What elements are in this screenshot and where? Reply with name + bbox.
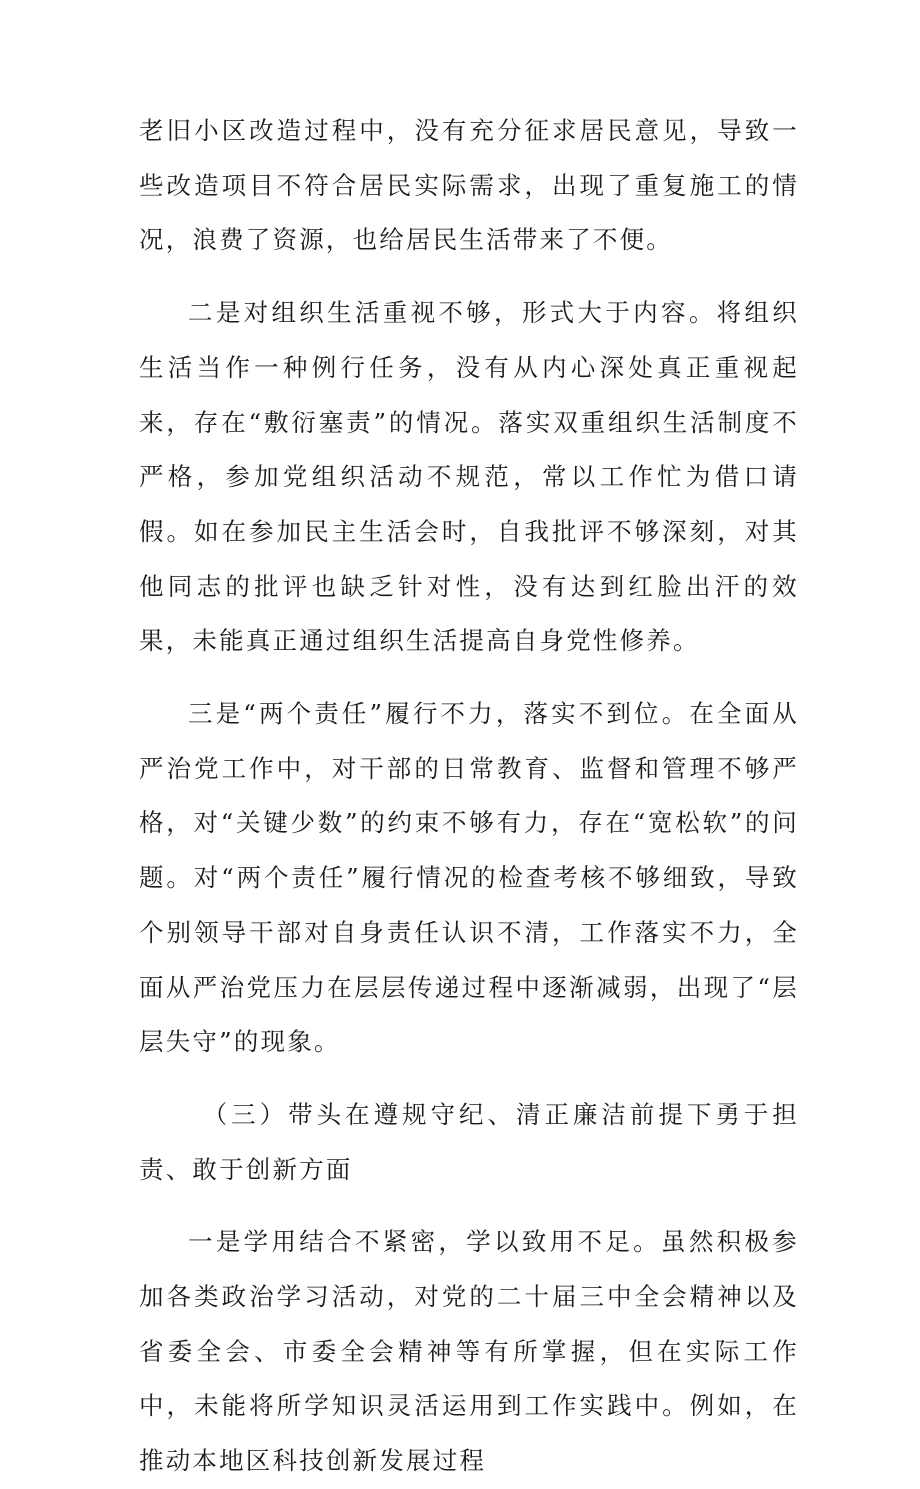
section-heading: （三）带头在遵规守纪、清正廉洁前提下勇于担责、敢于创新方面 [139, 1099, 799, 1184]
paragraph-two-responsibilities: 三是“两个责任”履行不力，落实不到位。在全面从严治党工作中，对干部的日常教育、监督和管理不够严格，对“关键少数”的约束不够有力，存在“宽松软”的问题。对“两个责任”履行情况的检查考核不够细致，导致个别领导干部对自身责任认识不清，工作落实不力，全面从严治党压力在层层传递过程中逐渐减弱，出现了“层层失守”的现象。 [139, 699, 799, 1057]
paragraph-continuation: 老旧小区改造过程中，没有充分征求居民意见，导致一些改造项目不符合居民实际需求，出现了重复施工的情况，浪费了资源，也给居民生活带来了不便。 [139, 116, 799, 255]
paragraph-organization-life: 二是对组织生活重视不够，形式大于内容。将组织生活当作一种例行任务，没有从内心深处真正重视起来，存在“敷衍塞责”的情况。落实双重组织生活制度不严格，参加党组织活动不规范，常以工作忙为借口请假。如在参加民主生活会时，自我批评不够深刻，对其他同志的批评也缺乏针对性，没有达到红脸出汗的效果，未能真正通过组织生活提高自身党性修养。 [139, 298, 799, 656]
document-page [139, 104, 799, 1489]
paragraph-learning-application: 一是学用结合不紧密，学以致用不足。虽然积极参加各类政治学习活动，对党的二十届三中全会精神以及省委全会、市委全会精神等有所掌握，但在实际工作中，未能将所学知识灵活运用到工作实践中。例如，在推动本地区科技创新发展过程 [139, 1227, 799, 1476]
